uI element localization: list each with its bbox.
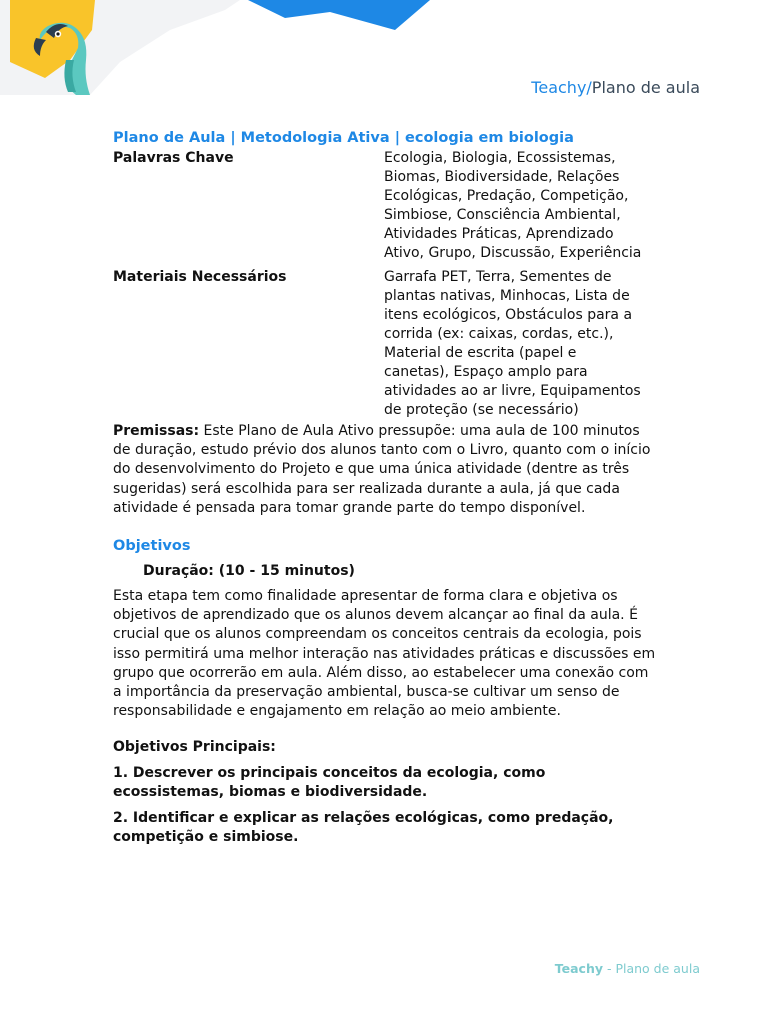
objetivos-duration: Duração: (10 - 15 minutos) (143, 563, 355, 580)
materials-row (113, 267, 658, 420)
keywords-value: Ecologia, Biologia, Ecossistemas, Biomas, Biodiversidade, Relações Ecológicas, Predação, Competição, Simbiose, Consciência Ambiental, Atividades Práticas, Aprendizado Ativo, Grupo, Discussão, Experiência (384, 150, 642, 261)
brand-name: Teachy/ (531, 78, 592, 97)
objetivo-item-1: 1. Descrever os principais conceitos da ecologia, como ecossistemas, biomas e biodiversidade. (113, 765, 546, 801)
objetivos-principais-heading: Objetivos Principais: (113, 739, 276, 756)
objetivos-text: Esta etapa tem como finalidade apresentar de forma clara e objetiva os objetivos de aprendizado que os alunos devem alcançar ao final da aula. É crucial que os alunos compreendam os conceitos centrais da ecologia, pois isso permitirá uma melhor interação nas atividades práticas e discussões em grupo que ocorrerão em aula. Além disso, ao estabelecer uma conexão com a importância da preservação ambiental, busca-se cultivar um senso de responsabilidade e engajamento em relação ao meio ambiente. (113, 588, 656, 720)
footer-text: - Plano de aula (603, 961, 700, 976)
keywords-label: Palavras Chave (113, 150, 234, 166)
keywords-row (113, 148, 658, 263)
document-title: Plano de Aula | Metodologia Ativa | ecologia em biologia (113, 130, 574, 146)
premissas-label: Premissas: (113, 423, 200, 439)
objetivos-title: Objetivos (113, 538, 191, 555)
materials-label: Materiais Necessários (113, 269, 287, 285)
premissas-text: Este Plano de Aula Ativo pressupõe: uma aula de 100 minutos de duração, estudo prévio dos alunos tanto com o Livro, quanto com o início do desenvolvimento do Projeto e que uma única atividade (dentre as três sugeridas) será escolhida para ser realizada durante a aula, já que cada atividade é pensada para tomar grande parte do tempo disponível. (113, 423, 651, 516)
footer-brand: Teachy (554, 961, 603, 976)
header-brand (531, 78, 700, 97)
materials-value: Garrafa PET, Terra, Sementes de plantas nativas, Minhocas, Lista de itens ecológicos, Obstáculos para a corrida (ex: caixas, cordas, etc.), Material de escrita (papel e canetas), Espaço amplo para atividades ao ar livre, Equipamentos de proteção (se necessário) (384, 269, 641, 418)
doc-type: Plano de aula (591, 78, 700, 97)
footer (555, 961, 700, 976)
premissas-paragraph (113, 422, 658, 518)
objetivo-item-2: 2. Identificar e explicar as relações ecológicas, como predação, competição e simbiose. (113, 810, 614, 846)
document-body (113, 128, 658, 847)
